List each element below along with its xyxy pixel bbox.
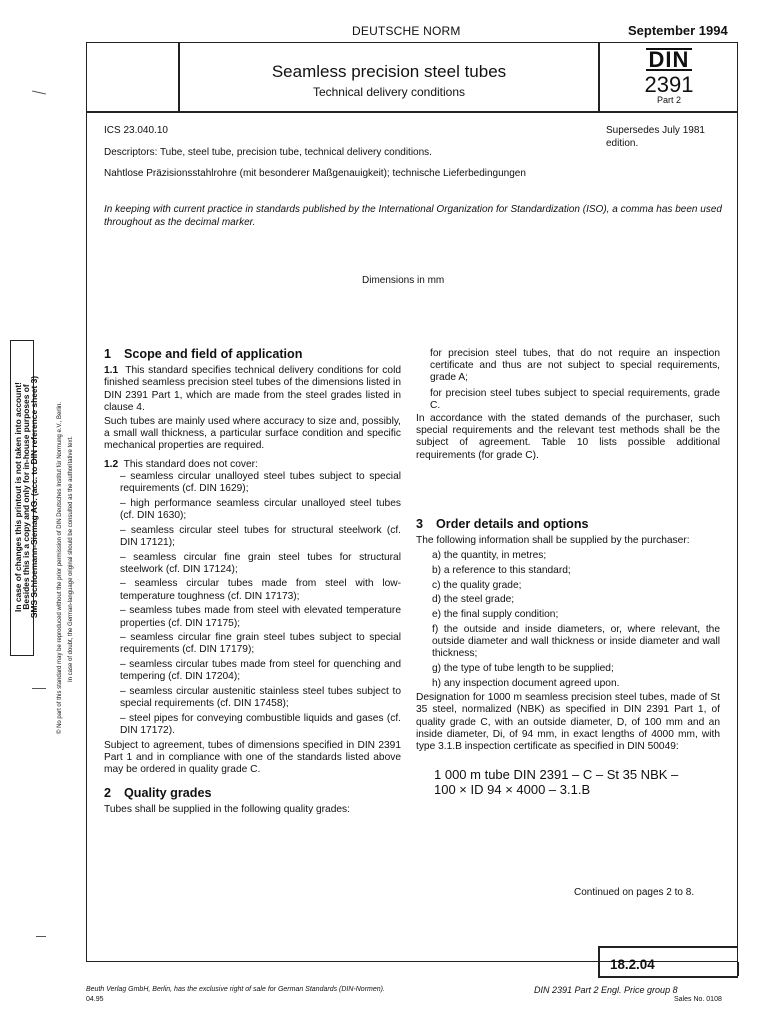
language-note: In case of doubt, the German-language original should be consulted as the authoritative text. [68, 436, 74, 682]
dimensions-note: Dimensions in mm [362, 275, 445, 286]
section-2-title: Quality grades [124, 785, 212, 800]
list-item: e) the final supply condition; [432, 609, 559, 621]
publisher-note: Beuth Verlag GmbH, Berlin, has the exclusive right of sale for German Standards (DIN-Normen). [86, 986, 385, 993]
supersedes-note: Supersedes July 1981 edition. [606, 125, 705, 149]
exclusion-list [104, 471, 401, 738]
header-organization: DEUTSCHE NORM [352, 24, 461, 38]
grade-c-text: for precision steel tubes subject to special requirements, grade C. [430, 387, 720, 411]
document-subtitle: Technical delivery conditions [312, 85, 466, 99]
reference-number: 18.2.04 [610, 957, 655, 972]
clause-1-1-usage: Such tubes are mainly used where accuracy to size and, possibly, a small wall thickness, a particular surface condition and specific mechanical properties are required. [104, 416, 401, 452]
list-item: d) the steel grade; [432, 594, 515, 606]
punch-mark [36, 936, 46, 937]
clause-1-1-text: This standard specifies technical delivery conditions for cold finished seamless precision steel tubes of the dimensions listed in DIN 2391 Part 1, which are made from the steel grades listed in clause 4. [104, 365, 401, 413]
decimal-marker-note: In keeping with current practice in standards published by the International Organization for Standardization (ISO), a comma has been used throughout as the decimal marker. [104, 204, 722, 228]
title-bottom-rule [86, 111, 738, 113]
punch-mark [32, 688, 46, 689]
left-margin-sidebar [2, 322, 86, 742]
ics-code: ICS 23.040.10 [104, 125, 168, 136]
din-part: Part 2 [656, 95, 681, 105]
list-item: – steel pipes for conveying combustible liquids and gases (cf. DIN 17172). [120, 712, 401, 737]
section-1-number: 1 [104, 347, 112, 361]
section-2-heading [104, 787, 401, 799]
list-item: – seamless circular austenitic stainless steel tubes subject to special requirements (cf. DIN 17458); [120, 686, 401, 710]
clause-1-1-number: 1.1 [104, 365, 119, 377]
section-2-text: Tubes shall be supplied in the following quality grades: [104, 803, 350, 815]
list-item: – seamless circular fine grain steel tubes for structural steelwork (cf. DIN 17124); [120, 551, 401, 575]
ref-box-left-rule-lower [598, 962, 600, 976]
din-logo: DIN [646, 48, 693, 71]
list-item: f) the outside and inside diameters, or, where relevant, the outside diameter and wall thickness or inside diameter and wall thickness; [432, 623, 720, 660]
section-3-number: 3 [416, 516, 424, 531]
date-code: 04.95 [86, 996, 104, 1003]
header-date: September 1994 [628, 23, 728, 38]
continued-note: Continued on pages 2 to 8. [574, 887, 695, 898]
stamp-line-2: Besides this is a copy and only for in-house purposes of [21, 384, 31, 610]
german-title: Nahtlose Präzisionsstahlrohre (mit besonderer Maßgenauigkeit); technische Lieferbedingungen [104, 168, 526, 179]
descriptors: Descriptors: Tube, steel tube, precision tube, technical delivery conditions. [104, 147, 432, 158]
left-column [104, 348, 401, 816]
order-details-list [416, 550, 720, 690]
copyright-note: © No part of this standard may be reproduced without the prior permission of DIN Deutsches Institut für Normung e.V., Berlin. [57, 401, 63, 734]
stamp-line-3: SMS Schloemann-Siemag AG. (acc. to DIN reference sheet 3) [29, 375, 39, 619]
section-3-title: Order details and options [436, 516, 589, 531]
standard-reference: DIN 2391 Part 2 Engl. Price group 8 [534, 985, 678, 995]
sales-number: Sales No. 0108 [674, 996, 722, 1003]
ref-box-top-rule [598, 946, 738, 948]
list-item: – seamless circular unalloyed steel tubes subject to special requirements (cf. DIN 1629); [120, 470, 401, 495]
list-item: – seamless tubes made from steel with elevated temperature properties (cf. DIN 17175); [120, 605, 401, 629]
designation-code [416, 767, 720, 797]
list-item: – seamless circular tubes made from steel for quenching and tempering (cf. DIN 17204); [120, 659, 401, 683]
section-3-heading [416, 518, 720, 530]
designation-example: Designation for 1000 m seamless precision steel tubes, made of St 35 steel, normalized (NBK) as specified in DIN 2391 Part 1, of quality grade C, with an outside diameter, D, of 100 mm and an inside diameter, Di, of 94 mm, in exact lengths of 4000 mm, with type 3.1.B inspection certificate as specified in DIN 50049: [416, 692, 720, 753]
ref-box-right-rule-lower [737, 962, 739, 976]
din-badge [600, 44, 738, 105]
section-1-title: Scope and field of application [124, 347, 303, 361]
list-item: c) the quality grade; [432, 579, 522, 591]
list-item: – seamless circular steel tubes for structural steelwork (cf. DIN 17121); [120, 524, 401, 548]
right-column [416, 348, 720, 797]
designation-code-line-1: 1 000 m tube DIN 2391 – C – St 35 NBK – [434, 767, 679, 783]
stamp-text [14, 340, 38, 654]
grade-a-text: for precision steel tubes, that do not require an inspection certificate and thus are not subject to special requirements, grade A; [430, 348, 720, 384]
list-item: b) a reference to this standard; [432, 564, 571, 576]
section-2-number: 2 [104, 785, 112, 800]
punch-mark [32, 91, 46, 95]
designation-code-line-2: 100 × ID 94 × 4000 – 3.1.B [434, 782, 591, 798]
clause-1-2-closing: Subject to agreement, tubes of dimensions specified in DIN 2391 Part 1 and in compliance with one of the standards listed above may be ordered in quality grade C. [104, 739, 401, 776]
din-number: 2391 [644, 72, 694, 97]
clause-1-1 [104, 365, 401, 414]
ref-box-bottom-rule [598, 976, 738, 978]
list-item: – seamless circular tubes made from steel with low-temperature toughness (cf. DIN 17173); [120, 578, 401, 602]
list-item: g) the type of tube length to be supplied; [432, 662, 614, 674]
clause-1-2 [104, 459, 401, 471]
section-3-intro: The following information shall be supplied by the purchaser: [416, 535, 690, 547]
section-1-heading [104, 348, 401, 360]
ref-box-left-rule [598, 946, 600, 962]
purchaser-agreement-text: In accordance with the stated demands of the purchaser, such special requirements and the relevant test methods shall be the subject of agreement. Table 10 lists possible additional requirements (for grade C). [416, 413, 720, 461]
document-title: Seamless precision steel tubes [271, 62, 507, 81]
list-item: h) any inspection document agreed upon. [432, 677, 620, 689]
stamp-line-1: In case of changes this printout is not taken into account! [13, 382, 23, 612]
list-item: a) the quantity, in metres; [432, 550, 547, 562]
clause-1-2-text: This standard does not cover: [123, 458, 258, 470]
clause-1-2-number: 1.2 [104, 458, 119, 470]
list-item: – high performance seamless circular unalloyed steel tubes (cf. DIN 1630); [120, 497, 401, 521]
list-item: – seamless circular fine grain steel tubes subject to special requirements (cf. DIN 17179); [120, 632, 401, 656]
